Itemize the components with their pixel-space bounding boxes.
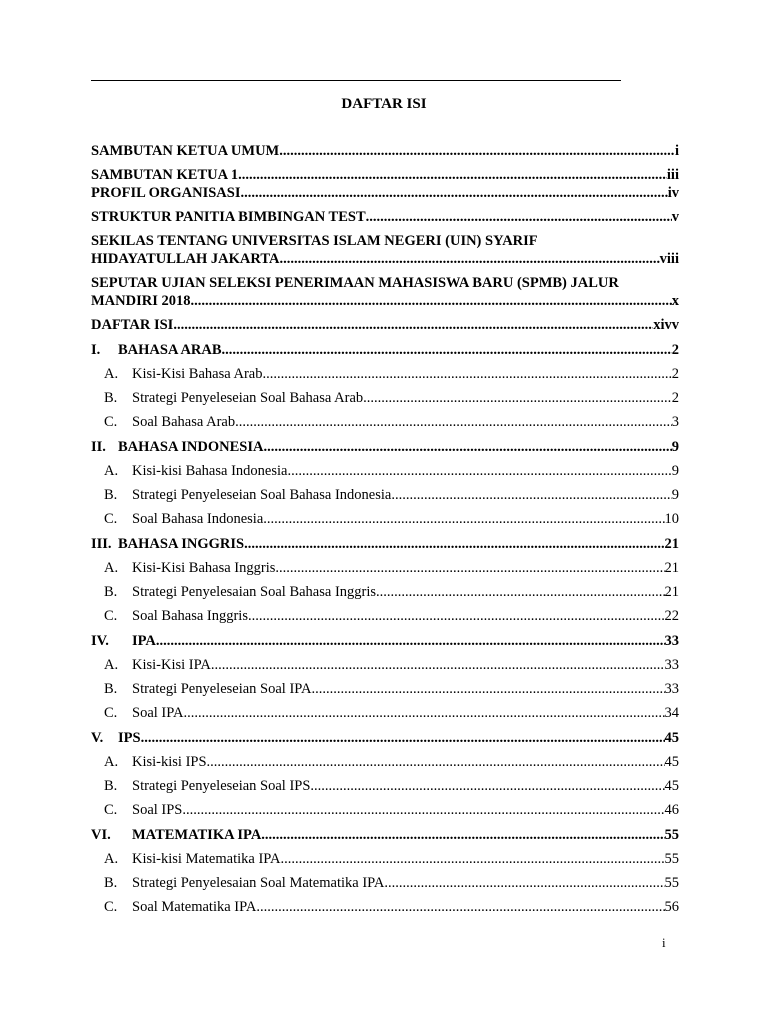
toc-page-number: 33 (664, 657, 679, 673)
toc-section-letter: B. (104, 778, 118, 794)
toc-section-kisi-inggris[interactable] (104, 559, 679, 577)
toc-entry-text: BAHASA INDONESIA (118, 439, 264, 455)
toc-entry-text: Kisi-Kisi Bahasa Arab (132, 366, 263, 382)
toc-page-number: i (674, 143, 679, 159)
toc-section-strategi-arab[interactable] (104, 389, 679, 407)
toc-section-soal-arab[interactable] (104, 413, 679, 431)
toc-entry-text: IPS (118, 730, 141, 746)
toc-page-number: 21 (664, 536, 679, 552)
toc-entry-text: Strategi Penyelesaian Soal Bahasa Inggris (132, 584, 377, 600)
toc-entry-text: SAMBUTAN KETUA 1 (91, 167, 239, 183)
toc-entry-text: Soal Matematika IPA (132, 899, 257, 915)
toc-entry-text: DAFTAR ISI (91, 317, 174, 333)
toc-section-letter: C. (104, 705, 118, 721)
toc-entry-text: BAHASA INGGRIS (118, 536, 245, 552)
toc-entry-text: Soal IPA (132, 705, 184, 721)
toc-section-letter: C. (104, 608, 118, 624)
toc-entry-text: Kisi-Kisi Bahasa Inggris (132, 560, 276, 576)
toc-entry-sambutan-ketua-umum[interactable] (91, 142, 679, 160)
toc-section-letter: B. (104, 681, 118, 697)
toc-page-number: 9 (671, 439, 679, 455)
dot-leader (384, 874, 664, 892)
dot-leader (182, 801, 664, 819)
toc-section-soal-ipa[interactable] (104, 704, 679, 722)
toc-chapter-number: II. (91, 439, 106, 455)
toc-section-strategi-inggris[interactable] (104, 583, 679, 601)
toc-entry-text: Soal Bahasa Inggris (132, 608, 248, 624)
toc-entry-text: Strategi Penyeleseian Soal Bahasa Arab (132, 390, 364, 406)
toc-entry-profil-organisasi[interactable] (91, 184, 679, 202)
toc-section-kisi-ips[interactable] (104, 753, 679, 771)
toc-entry-text: Kisi-Kisi IPA (132, 657, 211, 673)
dot-leader (366, 208, 672, 226)
toc-section-kisi-ipa[interactable] (104, 656, 679, 674)
toc-section-letter: A. (104, 560, 119, 576)
toc-entry-sekilas-uin[interactable] (91, 232, 679, 268)
dot-leader (248, 607, 665, 625)
dot-leader (363, 389, 672, 407)
toc-entry-first-line: SEPUTAR UJIAN SELEKSI PENERIMAAN MAHASISWA BARU (SPMB) JALUR (91, 275, 619, 291)
toc-page-number: 9 (671, 463, 679, 479)
toc-page-number: xivv (653, 317, 679, 333)
toc-page-number: 55 (664, 851, 679, 867)
toc-page-number: 21 (664, 584, 679, 600)
toc-chapter-bahasa-arab[interactable] (91, 341, 679, 359)
toc-page-number: 34 (664, 705, 679, 721)
toc-entry-text: Soal IPS (132, 802, 183, 818)
toc-section-kisi-arab[interactable] (104, 365, 679, 383)
toc-section-letter: B. (104, 390, 118, 406)
toc-page-number: 56 (664, 899, 679, 915)
dot-leader (279, 250, 659, 268)
dot-leader (222, 341, 672, 359)
dot-leader (240, 184, 667, 202)
dot-leader (235, 413, 672, 431)
dot-leader (207, 753, 665, 771)
toc-entry-text: IPA (132, 633, 156, 649)
dot-leader (244, 535, 664, 553)
dot-leader (156, 632, 665, 650)
document-title: DAFTAR ISI (341, 96, 427, 112)
toc-page-number: v (671, 209, 679, 225)
toc-section-soal-ips[interactable] (104, 801, 679, 819)
toc-entry-text: MANDIRI 2018 (91, 293, 191, 309)
toc-entry-text: Strategi Penyeleseian Soal IPA (132, 681, 312, 697)
dot-leader (262, 365, 671, 383)
toc-page-number: 55 (664, 875, 679, 891)
dot-leader (310, 777, 664, 795)
toc-chapter-number: III. (91, 536, 112, 552)
toc-section-kisi-indonesia[interactable] (104, 462, 679, 480)
toc-section-strategi-ips[interactable] (104, 777, 679, 795)
toc-section-letter: C. (104, 802, 118, 818)
dot-leader (275, 559, 664, 577)
toc-page-number: 2 (671, 390, 679, 406)
toc-chapter-bahasa-inggris[interactable] (91, 535, 679, 553)
toc-page-number: viii (659, 251, 679, 267)
toc-section-letter: C. (104, 899, 118, 915)
toc-chapter-matematika-ipa[interactable] (91, 826, 679, 844)
toc-entry-first-line: SEKILAS TENTANG UNIVERSITAS ISLAM NEGERI (UIN) SYARIF (91, 233, 538, 249)
toc-section-letter: A. (104, 851, 119, 867)
dot-leader (238, 166, 667, 184)
toc-entry-text: Strategi Penyeleseian Soal IPS (132, 778, 311, 794)
toc-chapter-number: VI. (91, 827, 111, 843)
dot-leader (173, 316, 653, 334)
dot-leader (141, 729, 665, 747)
toc-page-number: 2 (671, 342, 679, 358)
dot-leader (190, 292, 671, 310)
dot-leader (279, 142, 675, 160)
toc-page-number: 55 (664, 827, 679, 843)
toc-section-letter: A. (104, 366, 119, 382)
toc-chapter-number: V. (91, 730, 104, 746)
toc-entry-text: HIDAYATULLAH JAKARTA (91, 251, 280, 267)
dot-leader (211, 656, 665, 674)
dot-leader (287, 462, 671, 480)
toc-section-kisi-matematika[interactable] (104, 850, 679, 868)
dot-leader (183, 704, 664, 722)
toc-entry-text: Kisi-kisi IPS (132, 754, 207, 770)
toc-entry-sambutan-ketua-1[interactable] (91, 166, 679, 184)
toc-page-number: x (671, 293, 679, 309)
toc-entry-text: MATEMATIKA IPA (132, 827, 262, 843)
dot-leader (263, 438, 671, 456)
toc-entry-struktur-panitia[interactable] (91, 208, 679, 226)
toc-entry-text: SAMBUTAN KETUA UMUM (91, 143, 280, 159)
toc-page-number: 33 (664, 681, 679, 697)
toc-page-number: 45 (664, 730, 679, 746)
toc-entry-text: STRUKTUR PANITIA BIMBINGAN TEST (91, 209, 366, 225)
toc-entry-text: Soal Bahasa Arab (132, 414, 236, 430)
toc-section-letter: C. (104, 511, 118, 527)
toc-section-letter: A. (104, 754, 119, 770)
toc-entry-text: Strategi Penyelesaian Soal Matematika IPA (132, 875, 385, 891)
toc-chapter-bahasa-indonesia[interactable] (91, 438, 679, 456)
toc-section-letter: B. (104, 584, 118, 600)
toc-page-number: 45 (664, 754, 679, 770)
dot-leader (311, 680, 664, 698)
toc-page-number: 21 (664, 560, 679, 576)
toc-section-strategi-ipa[interactable] (104, 680, 679, 698)
toc-section-strategi-indonesia[interactable] (104, 486, 679, 504)
toc-page-number: 45 (664, 778, 679, 794)
toc-entry-text: Kisi-kisi Bahasa Indonesia (132, 463, 288, 479)
toc-chapter-number: I. (91, 342, 101, 358)
toc-section-letter: B. (104, 487, 118, 503)
toc-section-strategi-matematika[interactable] (104, 874, 679, 892)
toc-entry-text: BAHASA ARAB (118, 342, 222, 358)
toc-chapter-ips[interactable] (91, 729, 679, 747)
toc-page-number: iii (666, 167, 679, 183)
toc-entry-seputar-spmb[interactable] (91, 274, 679, 310)
toc-chapter-ipa[interactable] (91, 632, 679, 650)
toc-section-soal-inggris[interactable] (104, 607, 679, 625)
toc-entry-text: Strategi Penyeleseian Soal Bahasa Indonesia (132, 487, 392, 503)
toc-section-letter: B. (104, 875, 118, 891)
toc-chapter-number: IV. (91, 633, 109, 649)
dot-leader (391, 486, 671, 504)
toc-section-letter: A. (104, 657, 119, 673)
toc-section-soal-matematika[interactable] (104, 898, 679, 916)
toc-page-number: iv (667, 185, 679, 201)
dot-leader (280, 850, 664, 868)
toc-page-number: 2 (671, 366, 679, 382)
toc-section-letter: C. (104, 414, 118, 430)
dot-leader (261, 826, 664, 844)
toc-page-number: 10 (664, 511, 679, 527)
toc-section-soal-indonesia[interactable] (104, 510, 679, 528)
toc-entry-text: Kisi-kisi Matematika IPA (132, 851, 281, 867)
toc-page-number: 22 (664, 608, 679, 624)
toc-entry-text: Soal Bahasa Indonesia (132, 511, 264, 527)
toc-section-letter: A. (104, 463, 119, 479)
toc-page-number: 9 (671, 487, 679, 503)
dot-leader (256, 898, 664, 916)
header-rule (91, 80, 621, 81)
dot-leader (376, 583, 664, 601)
toc-page-number: 46 (664, 802, 679, 818)
toc-page-number: 33 (664, 633, 679, 649)
footer-page-number: i (662, 935, 666, 950)
toc-entry-text: PROFIL ORGANISASI (91, 185, 241, 201)
toc-entry-daftar-isi[interactable] (91, 316, 679, 334)
dot-leader (263, 510, 664, 528)
toc-page-number: 3 (671, 414, 679, 430)
